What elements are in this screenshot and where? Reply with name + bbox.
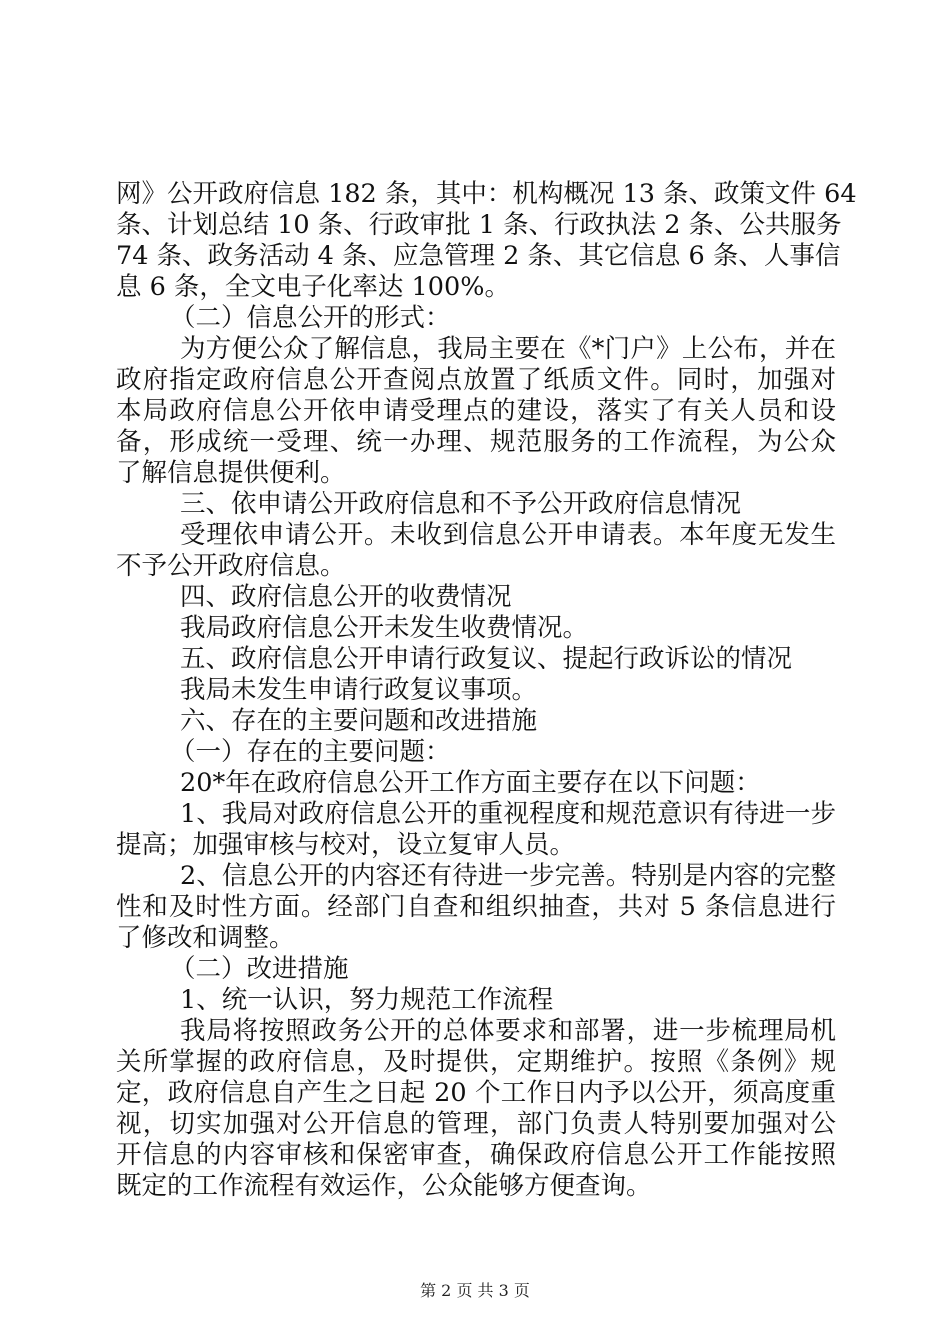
body-text-line: 本局政府信息公开依申请受理点的建设，落实了有关人员和设 [116, 396, 836, 426]
body-text-line: 视，切实加强对公开信息的管理，部门负责人特别要加强对公 [116, 1109, 836, 1139]
section-heading: 四、政府信息公开的收费情况 [180, 582, 512, 612]
body-text-line: 网》公开政府信息 182 条，其中：机构概况 13 条、政策文件 64 [116, 179, 857, 209]
section-heading: （二）改进措施 [170, 954, 349, 984]
body-text-line: 政府指定政府信息公开查阅点放置了纸质文件。同时，加强对 [116, 365, 836, 395]
section-heading: 五、政府信息公开申请行政复议、提起行政诉讼的情况 [180, 644, 793, 674]
body-text-line: 息 6 条，全文电子化率达 100%。 [116, 272, 510, 302]
body-text-line: 我局政府信息公开未发生收费情况。 [180, 613, 589, 643]
body-text-line: 1、我局对政府信息公开的重视程度和规范意识有待进一步 [180, 799, 836, 829]
body-text-line: 提高；加强审核与校对，设立复审人员。 [116, 830, 576, 860]
body-text-line: 我局将按照政务公开的总体要求和部署，进一步梳理局机 [180, 1016, 836, 1046]
body-text-line: 条、计划总结 10 条、行政审批 1 条、行政执法 2 条、公共服务 [116, 210, 842, 240]
body-text-line: 了解信息提供便利。 [116, 458, 346, 488]
page-footer: 第 2 页 共 3 页 [420, 1281, 530, 1300]
body-text-line: 性和及时性方面。经部门自查和组织抽查，共对 5 条信息进行 [116, 892, 836, 922]
body-text-line: 不予公开政府信息。 [116, 551, 346, 581]
body-text-line: 受理依申请公开。未收到信息公开申请表。本年度无发生 [180, 520, 836, 550]
body-text-line: 74 条、政务活动 4 条、应急管理 2 条、其它信息 6 条、人事信 [116, 241, 841, 271]
body-text-line: 关所掌握的政府信息，及时提供，定期维护。按照《条例》规 [116, 1047, 836, 1077]
body-text-line: 既定的工作流程有效运作，公众能够方便查询。 [116, 1171, 652, 1201]
body-text-line: 定，政府信息自产生之日起 20 个工作日内予以公开，须高度重 [116, 1078, 836, 1108]
body-text-line: 2、信息公开的内容还有待进一步完善。特别是内容的完整 [180, 861, 836, 891]
section-heading: （一）存在的主要问题： [170, 737, 451, 767]
section-heading: 六、存在的主要问题和改进措施 [180, 706, 538, 736]
body-text-line: 了修改和调整。 [116, 923, 295, 953]
body-text-line: 20*年在政府信息公开工作方面主要存在以下问题： [180, 768, 761, 798]
body-text-line: 备，形成统一受理、统一办理、规范服务的工作流程，为公众 [116, 427, 836, 457]
section-heading: 三、依申请公开政府信息和不予公开政府信息情况 [180, 489, 742, 519]
body-text-line: 为方便公众了解信息，我局主要在《*门户》上公布，并在 [180, 334, 836, 364]
body-text-line: 开信息的内容审核和保密审查，确保政府信息公开工作能按照 [116, 1140, 836, 1170]
body-text-line: 我局未发生申请行政复议事项。 [180, 675, 538, 705]
section-heading: （二）信息公开的形式： [170, 303, 451, 333]
section-heading: 1、统一认识，努力规范工作流程 [180, 985, 554, 1015]
